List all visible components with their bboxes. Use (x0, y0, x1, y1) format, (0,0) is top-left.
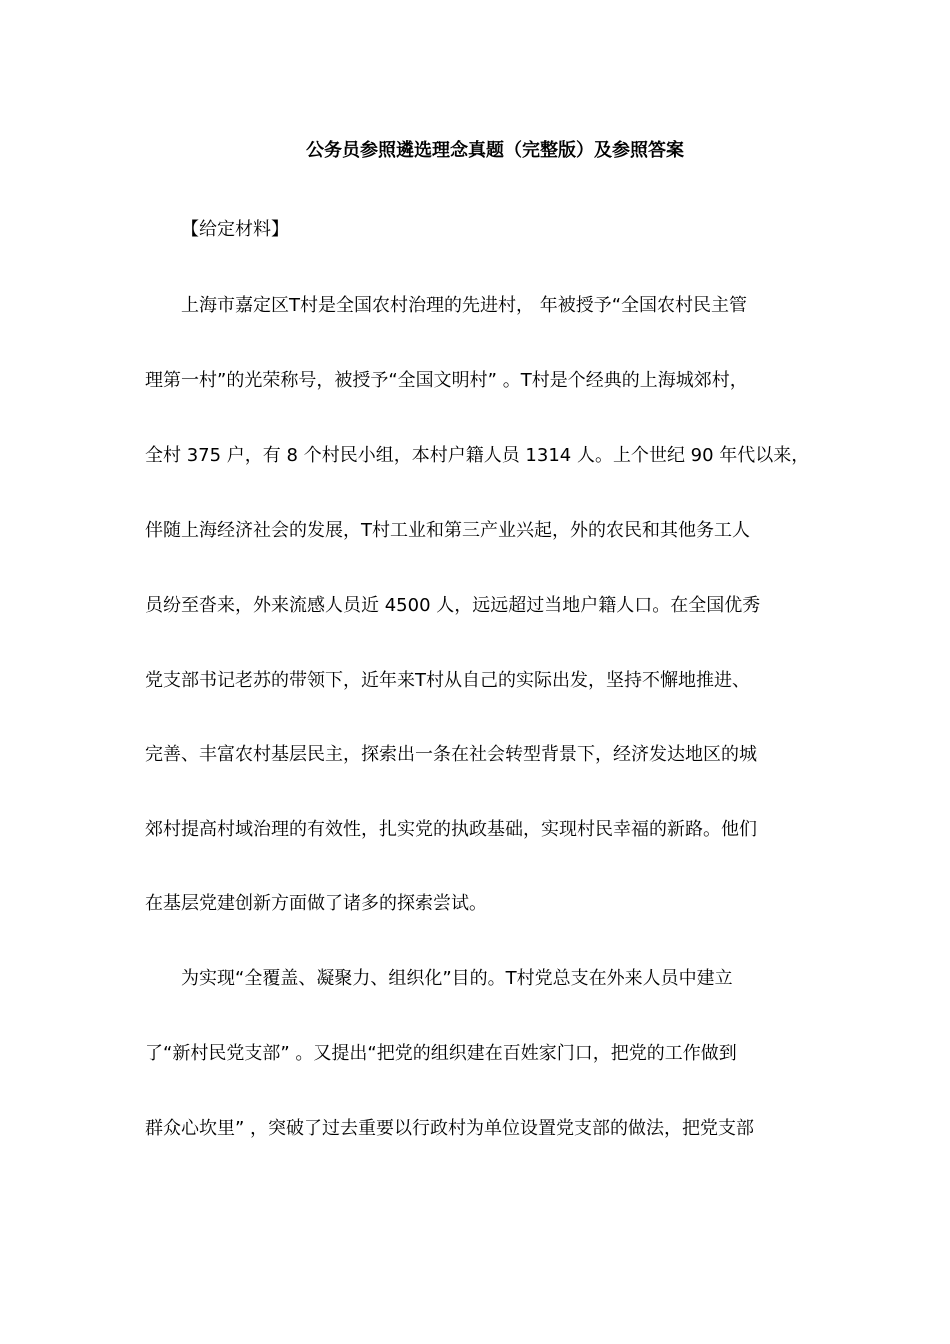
paragraph-line: 理第一村”的光荣称号，被授予“全国文明村” 。T村是个经典的上海城郊村， (145, 370, 748, 391)
paragraph-line: 党支部书记老苏的带领下，近年来T村从自己的实际出发，坚持不懈地推进、 (145, 670, 750, 691)
paragraph-line: 了“新村民党支部” 。又提出“把党的组织建在百姓家门口，把党的工作做到 (145, 1043, 737, 1064)
paragraph-line: 群众心坎里” ，突破了过去重要以行政村为单位设置党支部的做法，把党支部 (145, 1118, 755, 1139)
paragraph-line: 上海市嘉定区T村是全国农村治理的先进村， 年被授予“全国农村民主管 (181, 295, 748, 316)
paragraph-line: 员纷至沓来，外来流感人员近 4500 人，远远超过当地户籍人口。在全国优秀 (145, 595, 761, 616)
paragraph-line: 完善、丰富农村基层民主，探索出一条在社会转型背景下，经济发达地区的城 (145, 744, 757, 765)
paragraph-line: 伴随上海经济社会的发展，T村工业和第三产业兴起，外的农民和其他务工人 (145, 520, 750, 541)
section-heading: 【给定材料】 (181, 219, 289, 240)
document-title: 公务员参照遴选理念真题（完整版）及参照答案 (306, 140, 684, 161)
paragraph-line: 全村 375 户，有 8 个村民小组，本村户籍人员 1314 人。上个世纪 90 年代以来， (145, 445, 810, 466)
paragraph-line: 在基层党建创新方面做了诸多的探索尝试。 (145, 893, 487, 914)
paragraph-line: 为实现“全覆盖、凝聚力、组织化”目的。T村党总支在外来人员中建立 (181, 968, 733, 989)
paragraph-line: 郊村提高村域治理的有效性，扎实党的执政基础，实现村民幸福的新路。他们 (145, 819, 757, 840)
